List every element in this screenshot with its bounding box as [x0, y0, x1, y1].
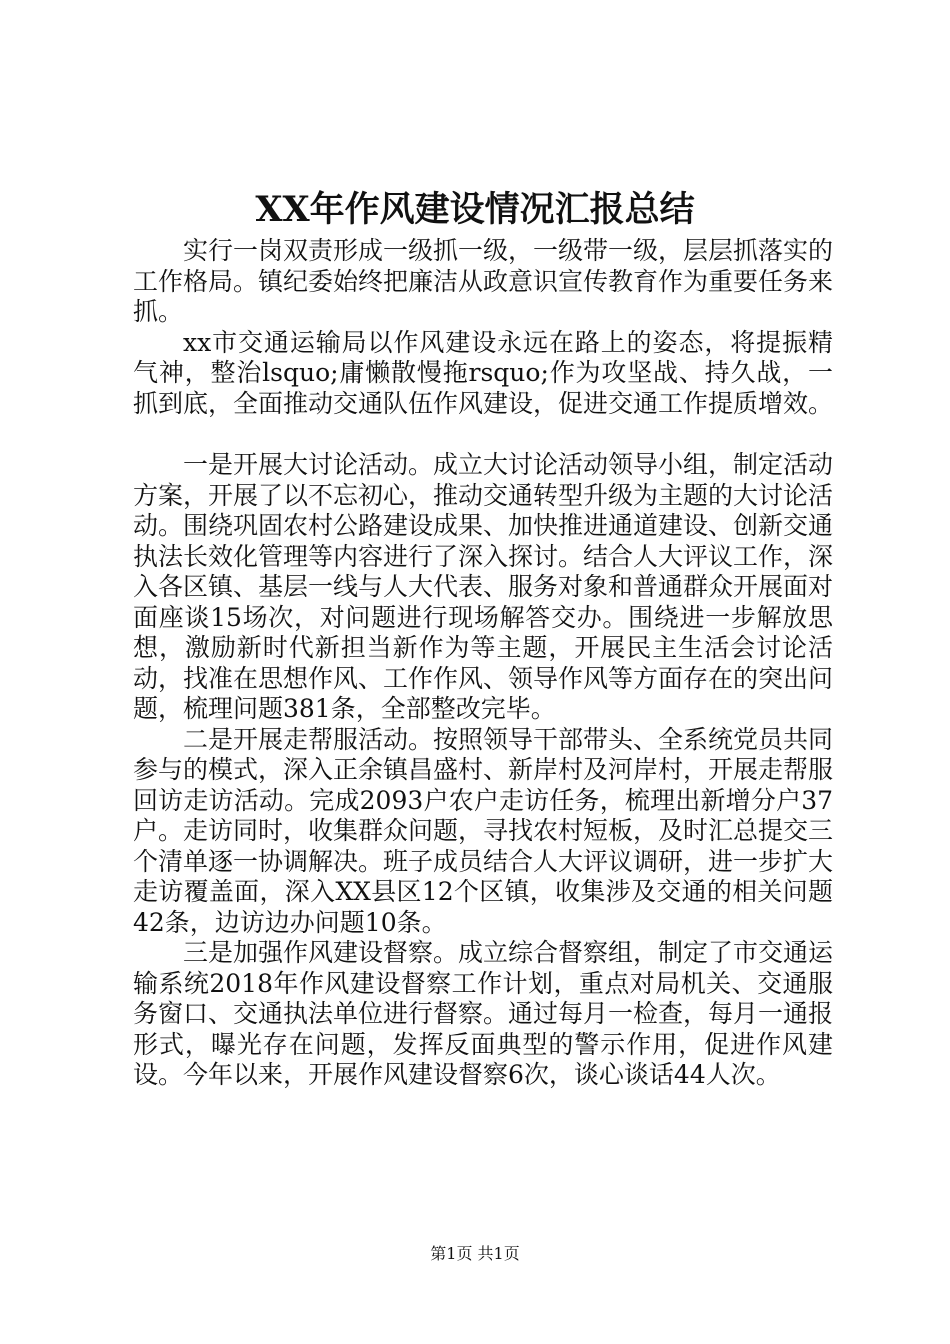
paragraph-inspection: 三是加强作风建设督察。成立综合督察组，制定了市交通运输系统2018年作风建设督察工作计划，重点对局机关、交通服务窗口、交通执法单位进行督察。通过每月一检查，每月一通报形式，曝光存在问题，发挥反面典型的警示作用，促进作风建设。今年以来，开展作风建设督察6次，谈心谈话44人次。: [133, 938, 834, 1089]
paragraph-intro: 实行一岗双责形成一级抓一级，一级带一级，层层抓落实的工作格局。镇纪委始终把廉洁从政意识宣传教育作为重要任务来抓。: [133, 236, 834, 326]
paragraph-discussion: 一是开展大讨论活动。成立大讨论活动领导小组，制定活动方案，开展了以不忘初心，推动交通转型升级为主题的大讨论活动。围绕巩固农村公路建设成果、加快推进通道建设、创新交通执法长效化管理等内容进行了深入探讨。结合人大评议工作，深入各区镇、基层一线与人大代表、服务对象和普通群众开展面对面座谈15场次，对问题进行现场解答交办。围绕进一步解放思想，激励新时代新担当新作为等主题，开展民主生活会讨论活动，找准在思想作风、工作作风、领导作风等方面存在的突出问题，梳理问题381条，全部整改完毕。: [133, 450, 834, 723]
paragraph-spacer: [133, 419, 833, 450]
document-body: [133, 236, 833, 1091]
paragraph-visits: 二是开展走帮服活动。按照领导干部带头、全系统党员共同参与的模式，深入正余镇昌盛村、新岸村及河岸村，开展走帮服回访走访活动。完成2093户农户走访任务，梳理出新增分户37户。走访同时，收集群众问题，寻找农村短板，及时汇总提交三个清单逐一协调解决。班子成员结合人大评议调研，进一步扩大走访覆盖面，深入XX县区12个区镇，收集涉及交通的相关问题42条，边访边办问题10条。: [133, 724, 834, 937]
page-footer: 第1页 共1页: [430, 1244, 520, 1263]
paragraph-bureau: xx市交通运输局以作风建设永远在路上的姿态，将提振精气神，整治lsquo;庸懒散慢拖rsquo;作为攻坚战、持久战，一抓到底，全面推动交通队伍作风建设，促进交通工作提质增效。: [133, 327, 834, 418]
document-title: XX年作风建设情况汇报总结: [255, 189, 695, 230]
